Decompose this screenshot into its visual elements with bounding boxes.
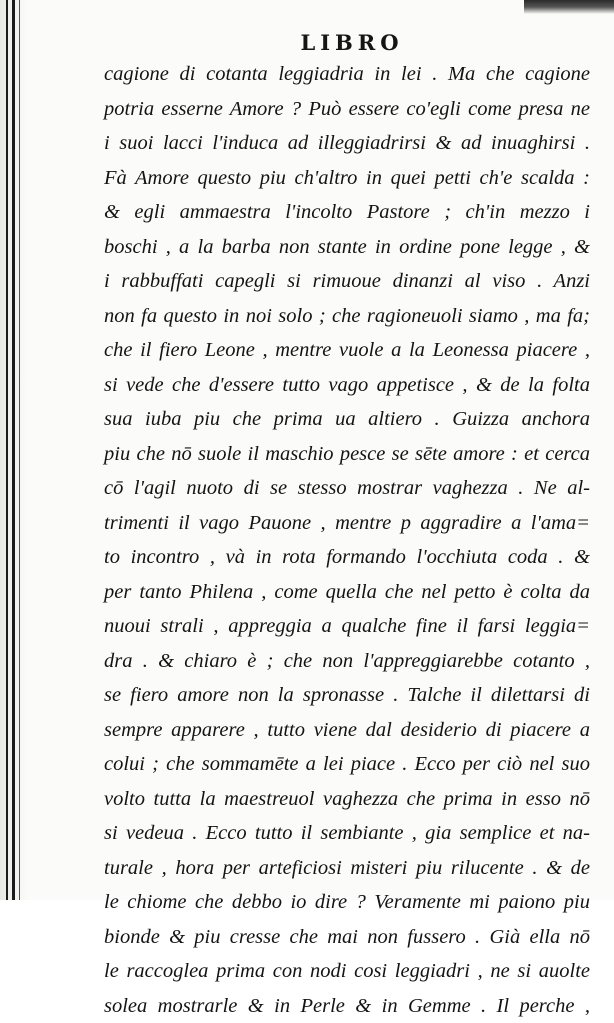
text-line: potria esserne Amore ? Può essere co'egli come presa ne [104,92,590,127]
text-line: sua iuba piu che prima ua altiero . Guizza anchora [104,402,590,437]
text-line: per tanto Philena , come quella che nel petto è colta da [104,575,590,610]
text-line: solea mostrarle & in Perle & in Gemme . Il perche , [104,989,590,1023]
scan-border-shadow [524,0,614,14]
text-line: piu che nō suole il maschio pesce se sēte amore : et cerca [104,437,590,472]
binding-edge-line [12,0,15,900]
text-line: boschi , a la barba non stante in ordine pone legge , & [104,230,590,265]
text-line: & egli ammaestra l'incolto Pastore ; ch'in mezzo i [104,195,590,230]
text-line: le chiome che debbo io dire ? Veramente mi paiono piu [104,885,590,920]
text-line: dra . & chiaro è ; che non l'appreggiarebbe cotanto , [104,644,590,679]
text-line: non fa questo in noi solo ; che ragioneuoli siamo , ma fa; [104,299,590,334]
binding-edge-line [6,0,8,900]
text-line: colui ; che sommamēte a lei piace . Ecco per ciò nel suo [104,747,590,782]
text-line: si vedeua . Ecco tutto il sembiante , gia semplice et na- [104,816,590,851]
text-line: Fà Amore questo piu ch'altro in quei petti ch'e scalda : [104,161,590,196]
text-line: volto tutta la maestreuol vaghezza che prima in esso nō [104,782,590,817]
text-line: che il fiero Leone , mentre vuole a la Leonessa piacere , [104,333,590,368]
body-text [104,57,590,1023]
text-line: se fiero amore non la spronasse . Talche il dilettarsi di [104,678,590,713]
binding-edge-line [19,0,20,900]
text-line: to incontro , và in rota formando l'occhiuta coda . & [104,540,590,575]
text-line: bionde & piu cresse che mai non fussero . Già ella nō [104,920,590,955]
text-line: i suoi lacci l'induca ad illeggiadrirsi & ad inuaghirsi . [104,126,590,161]
text-line: i rabbuffati capegli si rimuoue dinanzi al viso . Anzi [104,264,590,299]
text-line: nuoui strali , appreggia a qualche fine il farsi leggia= [104,609,590,644]
text-line: cagione di cotanta leggiadria in lei . Ma che cagione [104,57,590,92]
text-line: turale , hora per arteficiosi misteri piu rilucente . & de [104,851,590,886]
running-head: LIBRO [0,30,614,55]
text-line: si vede che d'essere tutto vago appetisce , & de la folta [104,368,590,403]
text-line: sempre apparere , tutto viene dal desiderio di piacere a [104,713,590,748]
text-line: trimenti il vago Pauone , mentre p aggradire a l'ama= [104,506,590,541]
text-line: cō l'agil nuoto di se stesso mostrar vaghezza . Ne al- [104,471,590,506]
book-gutter [0,0,28,900]
text-line: le raccoglea prima con nodi cosi leggiadri , ne si auolte [104,954,590,989]
